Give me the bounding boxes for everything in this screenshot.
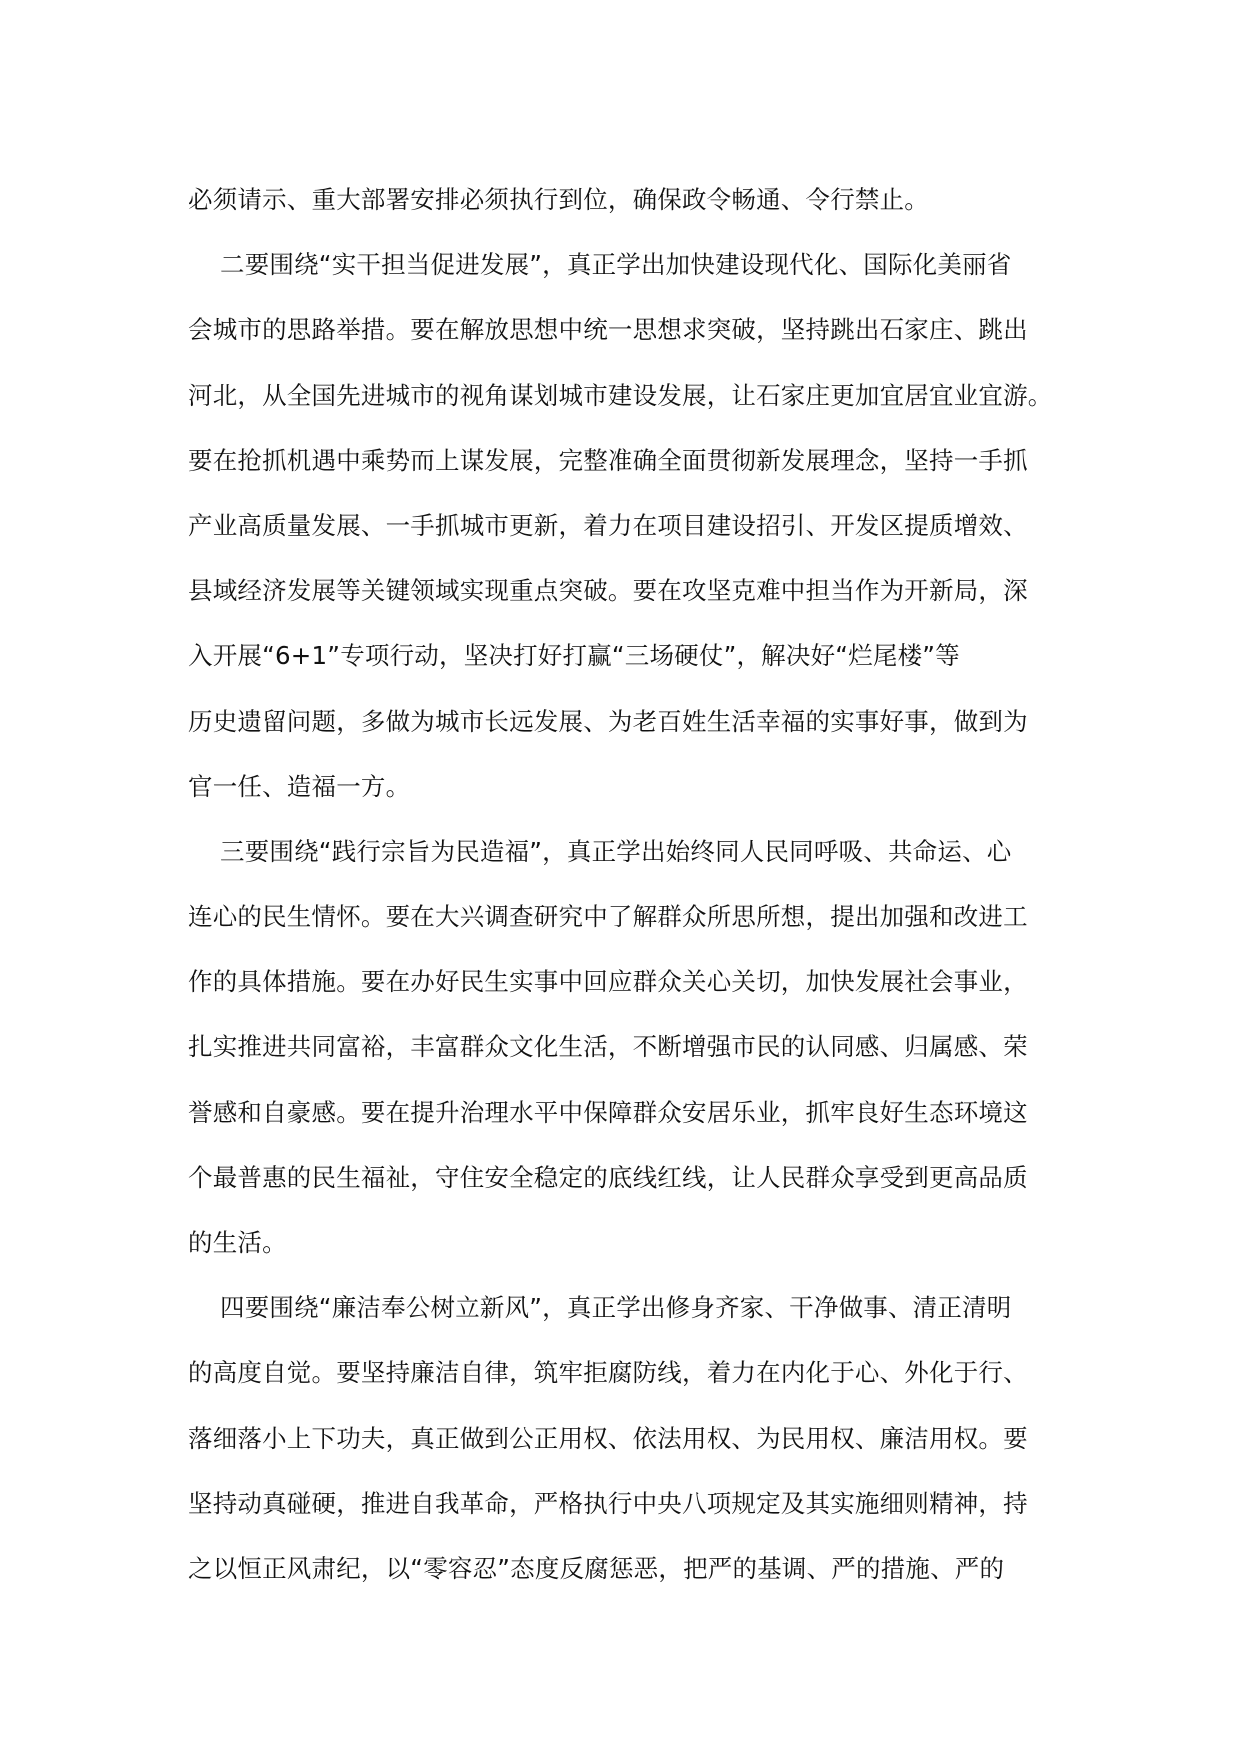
text-line: 坚持动真碰硬，推进自我革命，严格执行中央八项规定及其实施细则精神，持 — [188, 1488, 1028, 1518]
text-line: 落细落小上下功夫，真正做到公正用权、依法用权、为民用权、廉洁用权。要 — [188, 1423, 1028, 1453]
text-line: 连心的民生情怀。要在大兴调查研究中了解群众所思所想，提出加强和改进工 — [188, 902, 1028, 932]
text-line: 之以恒正风肃纪，以“零容忍”态度反腐惩恶，把严的基调、严的措施、严的 — [188, 1553, 1005, 1583]
paragraph-first-line: 四要围绕“廉洁奉公树立新风”，真正学出修身齐家、干净做事、清正清明 — [220, 1293, 1012, 1323]
text-line: 要在抢抓机遇中乘势而上谋发展，完整准确全面贯彻新发展理念，坚持一手抓 — [188, 445, 1028, 475]
text-line: 入开展“6+1”专项行动，坚决打好打赢“三场硬仗”，解决好“烂尾楼”等 — [188, 641, 960, 671]
text-line: 扎实推进共同富裕，丰富群众文化生活，不断增强市民的认同感、归属感、荣 — [188, 1032, 1028, 1062]
paragraph-first-line: 二要围绕“实干担当促进发展”，真正学出加快建设现代化、国际化美丽省 — [220, 250, 1012, 280]
text-line: 个最普惠的民生福祉，守住安全稳定的底线红线，让人民群众享受到更高品质 — [188, 1162, 1028, 1192]
text-line: 必须请示、重大部署安排必须执行到位，确保政令畅通、令行禁止。 — [188, 185, 929, 214]
text-line: 作的具体措施。要在办好民生实事中回应群众关心关切，加快发展社会事业， — [188, 967, 1028, 997]
text-line: 的高度自觉。要坚持廉洁自律，筑牢拒腐防线，着力在内化于心、外化于行、 — [188, 1358, 1028, 1388]
text-line: 誉感和自豪感。要在提升治理水平中保障群众安居乐业，抓牢良好生态环境这 — [188, 1097, 1028, 1127]
text-line: 会城市的思路举措。要在解放思想中统一思想求突破，坚持跳出石家庄、跳出 — [188, 315, 1028, 345]
text-line: 的生活。 — [188, 1228, 287, 1257]
text-line: 历史遗留问题，多做为城市长远发展、为老百姓生活幸福的实事好事，做到为 — [188, 706, 1028, 736]
text-line: 河北，从全国先进城市的视角谋划城市建设发展，让石家庄更加宜居宜业宜游。 — [188, 380, 1053, 410]
text-line: 县域经济发展等关键领域实现重点突破。要在攻坚克难中担当作为开新局，深 — [188, 576, 1028, 606]
document-body — [188, 167, 1060, 1601]
text-line: 官一任、造福一方。 — [188, 771, 411, 801]
text-line: 产业高质量发展、一手抓城市更新，着力在项目建设招引、开发区提质增效、 — [188, 510, 1028, 540]
paragraph-first-line: 三要围绕“践行宗旨为民造福”，真正学出始终同人民同呼吸、共命运、心 — [220, 836, 1012, 866]
